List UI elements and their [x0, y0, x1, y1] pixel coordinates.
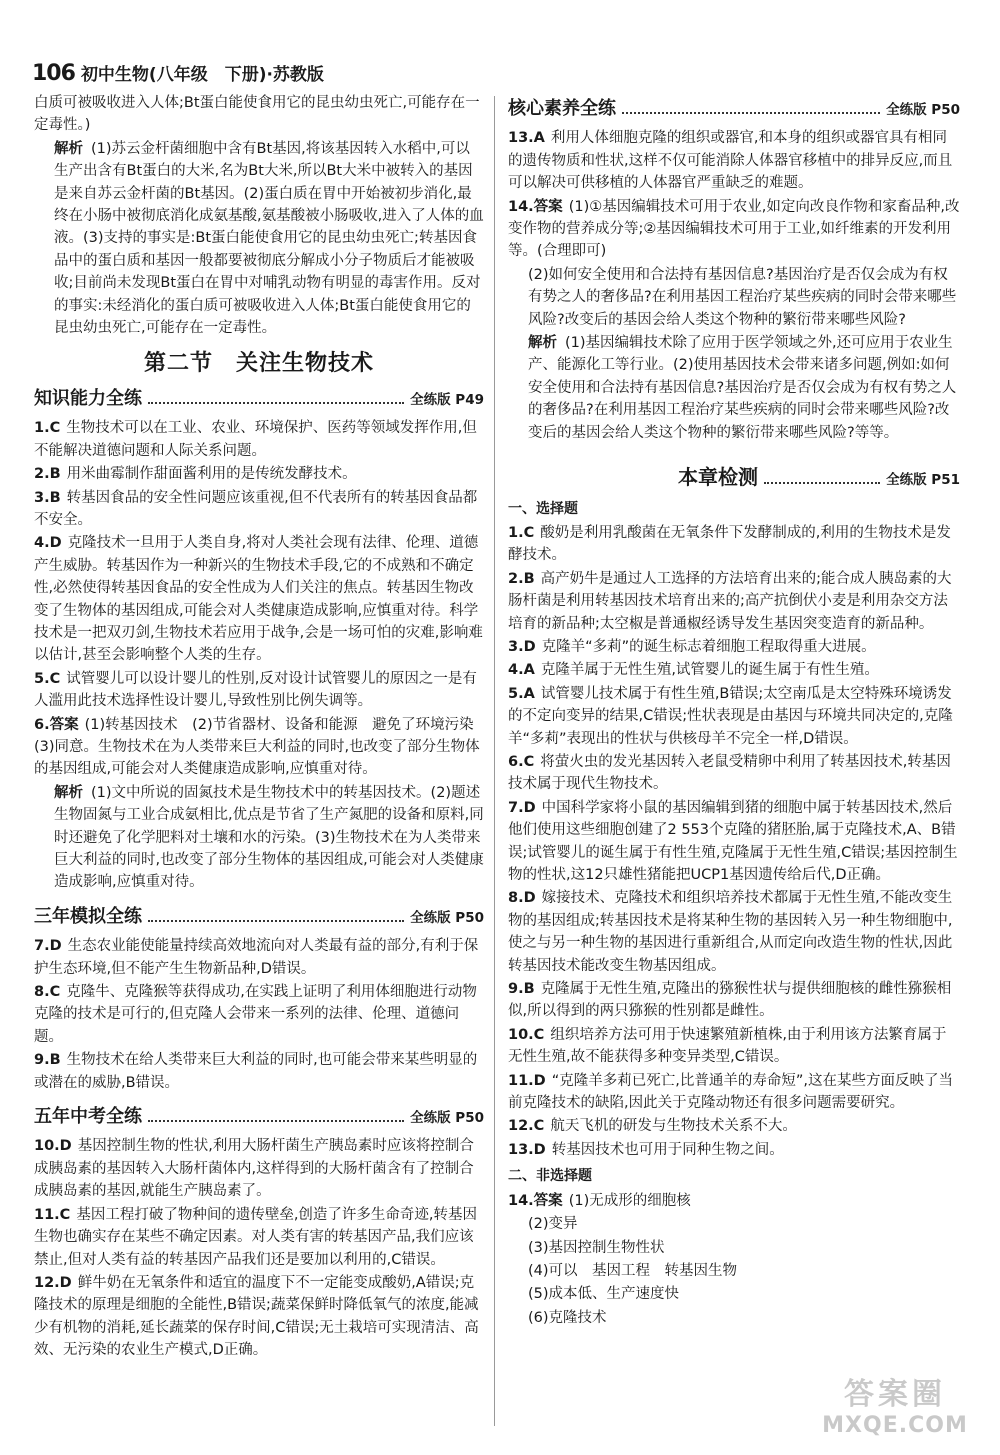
column-divider	[494, 96, 495, 1426]
answer-number: 11.D	[508, 1072, 546, 1089]
watermark-url: MXQE.COM	[822, 1413, 968, 1438]
answer-number: 10.D	[34, 1138, 72, 1155]
analysis-text: (1)苏云金杆菌细胞中含有Bt基因,将该基因转入水稻中,可以生产出含有Bt蛋白的大米,名为Bt大米,所以Bt大米中被转入的基因是来自苏云金杆菌的Bt基因。(2)蛋白质在胃中开始被初步消化,最终在小肠中被彻底消化成氨基酸,氨基酸被小肠吸收,进入了人体的血液。(3)支持的事实是:Bt蛋白能使食用它的昆虫幼虫死亡;转基因食品中的蛋白质和基因一般都要被彻底分解成小分子物质后才能被吸收;目前尚未发现Bt蛋白在胃中对哺乳动物有明显的毒害作用。反对的事实:未经消化的蛋白质可被吸收进入人体;Bt蛋白能使食用它的昆虫幼虫死亡,可能存在一定毒性。	[54, 140, 484, 337]
answer-item	[34, 1049, 484, 1094]
answer-number: 12.C	[508, 1118, 545, 1135]
analysis-label: 解析	[54, 784, 83, 801]
analysis-label: 解析	[528, 335, 557, 352]
analysis-label: 解析	[54, 140, 83, 157]
answer-item	[34, 487, 484, 532]
analysis	[508, 332, 960, 444]
answer-number: 13.A	[508, 130, 545, 147]
answer-item	[508, 196, 960, 263]
answer-item	[508, 1190, 960, 1212]
section-header	[34, 906, 484, 929]
section-ref: 全练版 P51	[886, 472, 960, 489]
part-label: 一、选择题	[508, 500, 578, 517]
answer-text: 转基因技术也可用于同种生物之间。	[551, 1141, 784, 1158]
section-ref: 全练版 P50	[410, 909, 484, 926]
answer-text: 生态农业能使能量持续高效地流向对人类最有益的部分,有利于保护生态环境,但不能产生生物新品种,D错误。	[34, 938, 479, 977]
section-title: 三年模拟全练	[34, 905, 142, 927]
dotted-leader	[148, 402, 404, 404]
answer-text: (1)转基因技术 (2)节省器材、设备和能源 避免了环境污染 (3)同意。生物技术在为人类带来巨大利益的同时,也改变了部分生物体的基因组成,可能会对人类健康造成影响,应慎重对待。	[34, 716, 489, 778]
section-header	[34, 388, 484, 411]
answer-number: 12.D	[34, 1274, 72, 1291]
section-ref: 全练版 P50	[886, 102, 960, 118]
answer-item	[34, 668, 484, 713]
book-title: 初中生物(八年级 下册)·苏教版	[80, 65, 324, 85]
answer-item	[34, 417, 484, 462]
answer-text: 克隆羊“多莉”的诞生标志着细胞工程取得重大进展。	[541, 638, 876, 655]
answer-text: 利用人体细胞克隆的组织或器官,和本身的组织或器官具有相同的遗传物质和性状,这样不仅可能消除人体器官移植中的排异反应,而且可以解决可供移植的人体器官严重缺乏的难题。	[508, 130, 953, 192]
answer-text: 组织培养方法可用于快速繁殖新植株,由于利用该方法繁育属于无性生殖,故不能获得多种变异类型,C错误。	[508, 1026, 947, 1066]
answer-text: 基因控制生物的性状,利用大肠杆菌生产胰岛素时应该将控制合成胰岛素的基因转入大肠杆菌体内,这样得到的大肠杆菌含有了控制合成胰岛素的基因,就能生产胰岛素了。	[34, 1138, 474, 1200]
intro-text: 白质可被吸收进入人体;Bt蛋白能使食用它的昆虫幼虫死亡,可能存在一定毒性。)	[34, 95, 480, 134]
answer-item	[34, 981, 484, 1048]
answer-text: 克隆羊属于无性生殖,试管婴儿的诞生属于有性生殖。	[540, 662, 879, 679]
answer-text: 克隆牛、克隆猴等获得成功,在实践上证明了利用体细胞进行动物克隆的技术是可行的,但克隆人会带来一系列的法律、伦理、道德问题。	[34, 984, 477, 1045]
answer-text: 试管婴儿技术属于有性生殖,B错误;太空南瓜是太空特殊环境诱发的不定向变异的结果,C错误;性状表现是由基因与环境共同决定的,克隆羊“多莉”表现出的性状与供核母羊不完全一样,D错误。	[508, 685, 953, 747]
answer-number: 14.答案	[508, 1192, 563, 1209]
page-number: 106	[32, 61, 75, 86]
answer-item	[508, 568, 960, 635]
answer-number: 2.B	[34, 466, 61, 483]
answer-text: (1)无成形的细胞核	[568, 1192, 691, 1209]
answer-number: 3.B	[34, 489, 61, 506]
answer-text: 生物技术可以在工业、农业、环境保护、医药等领域发挥作用,但不能解决道德问题和人际关系问题。	[34, 420, 477, 459]
answer-item	[508, 127, 960, 194]
section-ref: 全练版 P50	[410, 1110, 484, 1127]
answer-text: 将萤火虫的发光基因转入老鼠受精卵中利用了转基因技术,转基因技术属于现代生物技术。	[508, 753, 951, 793]
answer-item	[508, 797, 960, 887]
analysis-text: (1)文中所说的固氮技术是生物技术中的转基因技术。(2)题述生物固氮与工业合成氨相比,优点是节省了生产氮肥的设备和原料,同时还避免了化学肥料对土壤和水的污染。(3)生物技术在为人类带来巨大利益的同时,也改变了部分生物体的基因组成,可能会对人类健康造成影响,应慎重对待。	[54, 784, 484, 891]
answer-item	[508, 636, 960, 658]
answer-number: 5.C	[34, 670, 61, 687]
answer-number: 4.D	[34, 535, 62, 552]
answer-number: 4.A	[508, 662, 535, 679]
section-title: 核心素养全练	[508, 98, 616, 119]
dotted-leader	[148, 1120, 404, 1122]
answer-item	[508, 522, 960, 567]
answer-number: 7.D	[508, 799, 536, 816]
answer-number: 13.D	[508, 1141, 546, 1158]
watermark	[820, 1377, 970, 1447]
answer-text: 酸奶是利用乳酸菌在无氧条件下发酵制成的,利用的生物技术是发酵技术。	[508, 524, 951, 564]
answer-number: 9.B	[508, 981, 535, 998]
section-title: 知识能力全练	[34, 387, 142, 409]
answer-number: 7.D	[34, 938, 62, 955]
answer-line: (2)变异	[528, 1216, 578, 1233]
section-title: 本章检测	[678, 465, 758, 490]
left-column	[34, 92, 489, 1363]
answer-number: 10.C	[508, 1026, 545, 1043]
answer-number: 8.C	[34, 984, 61, 1001]
intro-analysis	[34, 138, 484, 340]
answer-text: 航天飞机的研发与生物技术关系不大。	[550, 1118, 797, 1135]
answer-text: 克隆属于无性生殖,克隆出的猕猴性状与提供细胞核的雌性猕猴相似,所以得到的两只猕猴的性别都是雌性。	[508, 981, 952, 1020]
answer-item	[508, 1070, 960, 1115]
answer-line: (5)成本低、生产速度快	[528, 1286, 680, 1303]
analysis-text: (1)基因编辑技术除了应用于医学领域之外,还可应用于农业生产、能源化工等行业。(2)使用基因技术会带来诸多问题,例如:如何安全使用和合法持有基因信息?基因治疗是否仅会成为有权有势之人的奢侈品?在利用基因工程治疗某些疾病的同时会带来哪些风险?改变后的基因会给人类这个物种的繁衍带来哪些风险?等等。	[528, 335, 957, 441]
analysis	[34, 782, 484, 894]
answer-number: 2.B	[508, 570, 535, 587]
section-title: 五年中考全练	[34, 1106, 142, 1128]
answer-item	[34, 532, 484, 666]
answer-item	[34, 1272, 484, 1362]
chapter-title: 第二节 关注生物技术	[143, 351, 374, 377]
answer-text: 嫁接技术、克隆技术和组织培养技术都属于无性生殖,不能改变生物的基因组成;转基因技术是将某种生物的基因转入另一种生物细胞中,使之与另一种生物的基因进行重新组合,从而定向改造生物的性状,因此转基因技术能改变生物基因组成。	[508, 890, 953, 974]
answer-number: 8.D	[508, 890, 536, 907]
answer-item	[34, 714, 489, 781]
answer-text: 克隆技术一旦用于人类自身,将对人类社会现有法律、伦理、道德产生威胁。转基因作为一种新兴的生物技术手段,它的不成熟和不确定性,必然使得转基因食品的安全性成为人们关注的焦点。转基因生物改变了生物体的基因组成,可能会对人类健康造成影响,应慎重对待。科学技术是一把双刃剑,生物技术若应用于战争,会是一场可怕的灾难,影响难以估计,甚至会影响整个人类的生存。	[34, 535, 483, 664]
answer-item	[508, 1139, 960, 1161]
answer-number: 5.A	[508, 685, 535, 702]
answer-text: 转基因食品的安全性问题应该重视,但不代表所有的转基因食品都不安全。	[34, 489, 478, 528]
section-ref: 全练版 P49	[410, 391, 484, 408]
answer-number: 3.D	[508, 638, 536, 655]
answer-text: 鲜牛奶在无氧条件和适宜的温度下不一定能变成酸奶,A错误;克隆技术的原理是细胞的全能性,B错误;蔬菜保鲜时降低氧气的浓度,能减少有机物的消耗,延长蔬菜的保存时间,C错误;无土栽培可实现清洁、高效、无污染的农业生产模式,D正确。	[34, 1274, 479, 1359]
answer-item	[508, 751, 960, 796]
answer-item	[34, 935, 484, 980]
watermark-logo: 答案圈	[844, 1377, 946, 1412]
answer-number: 6.答案	[34, 716, 79, 733]
answer-text: 基因工程打破了物种间的遗传壁垒,创造了许多生命奇迹,转基因生物也确实存在某些不确定因素。对人类有害的转基因产品,我们应该禁止,但对人类有益的转基因产品我们还是要加以利用的,C错误。	[34, 1206, 478, 1268]
answer-number: 6.C	[508, 753, 535, 770]
answer-item	[508, 887, 960, 977]
answer-text: (1)①基因编辑技术可用于农业,如定向改良作物和家畜品种,改变作物的营养成分等;②基因编辑技术可用于工业,如纤维素的开发利用等。(合理即可)	[508, 198, 960, 260]
dotted-leader	[764, 482, 880, 484]
answer-item	[34, 1204, 484, 1271]
answer-item	[34, 463, 484, 485]
answer-item	[508, 1115, 960, 1137]
section-header	[34, 1106, 484, 1129]
right-column	[508, 92, 960, 1330]
answer-item	[508, 683, 960, 750]
answer-number: 1.C	[34, 420, 61, 437]
dotted-leader	[622, 112, 880, 114]
answer-item	[508, 659, 960, 681]
answer-line: (6)克隆技术	[528, 1309, 607, 1326]
answer-number: 14.答案	[508, 198, 563, 215]
answer-text: 用米曲霉制作甜面酱利用的是传统发酵技术。	[66, 466, 357, 483]
answer-number: 1.C	[508, 524, 535, 541]
answer-text: “克隆羊多莉已死亡,比普通羊的寿命短”,这在某些方面反映了当前克隆技术的缺陷,因此关于克隆动物还有很多问题需要研究。	[508, 1072, 953, 1112]
answer-continuation: (2)如何安全使用和合法持有基因信息?基因治疗是否仅会成为有权有势之人的奢侈品?在利用基因工程治疗某些疾病的同时会带来哪些风险?改变后的基因会给人类这个物种的繁衍带来哪些风险?	[528, 266, 957, 328]
answer-number: 11.C	[34, 1206, 71, 1223]
answer-text: 中国科学家将小鼠的基因编辑到猪的细胞中属于转基因技术,然后他们使用这些细胞创建了2 553个克隆的猪胚胎,属于克隆技术,A、B错误;试管婴儿的诞生属于有性生殖,克隆属于无性生殖,C错误;基因控制生物的性状,这12只雄性猪能把UCP1基因遗传给后代,D正确。	[508, 799, 958, 883]
answer-item	[34, 1135, 484, 1202]
dotted-leader	[148, 920, 404, 922]
answer-text: 生物技术在给人类带来巨大利益的同时,也可能会带来某些明显的或潜在的威胁,B错误。	[34, 1052, 478, 1091]
answer-number: 9.B	[34, 1052, 61, 1069]
answer-line: (4)可以 基因工程 转基因生物	[528, 1262, 738, 1279]
answer-item	[508, 1024, 960, 1069]
section-header	[508, 98, 960, 121]
answer-item	[508, 978, 960, 1023]
answer-text: 高产奶牛是通过人工选择的方法培育出来的;能合成人胰岛素的大肠杆菌是利用转基因技术培育出来的;高产抗倒伏小麦是利用杂交方法培育的新品种;太空椒是普通椒经诱导发生基因突变造育的新品种。	[508, 570, 952, 632]
page-header	[32, 60, 324, 90]
chapter-test-header	[508, 466, 960, 491]
part-label: 二、非选择题	[508, 1168, 592, 1185]
answer-text: 试管婴儿可以设计婴儿的性别,反对设计试管婴儿的原因之一是有人滥用此技术选择性设计婴儿,导致性别比例失调等。	[34, 670, 477, 710]
answer-line: (3)基因控制生物性状	[528, 1239, 665, 1256]
